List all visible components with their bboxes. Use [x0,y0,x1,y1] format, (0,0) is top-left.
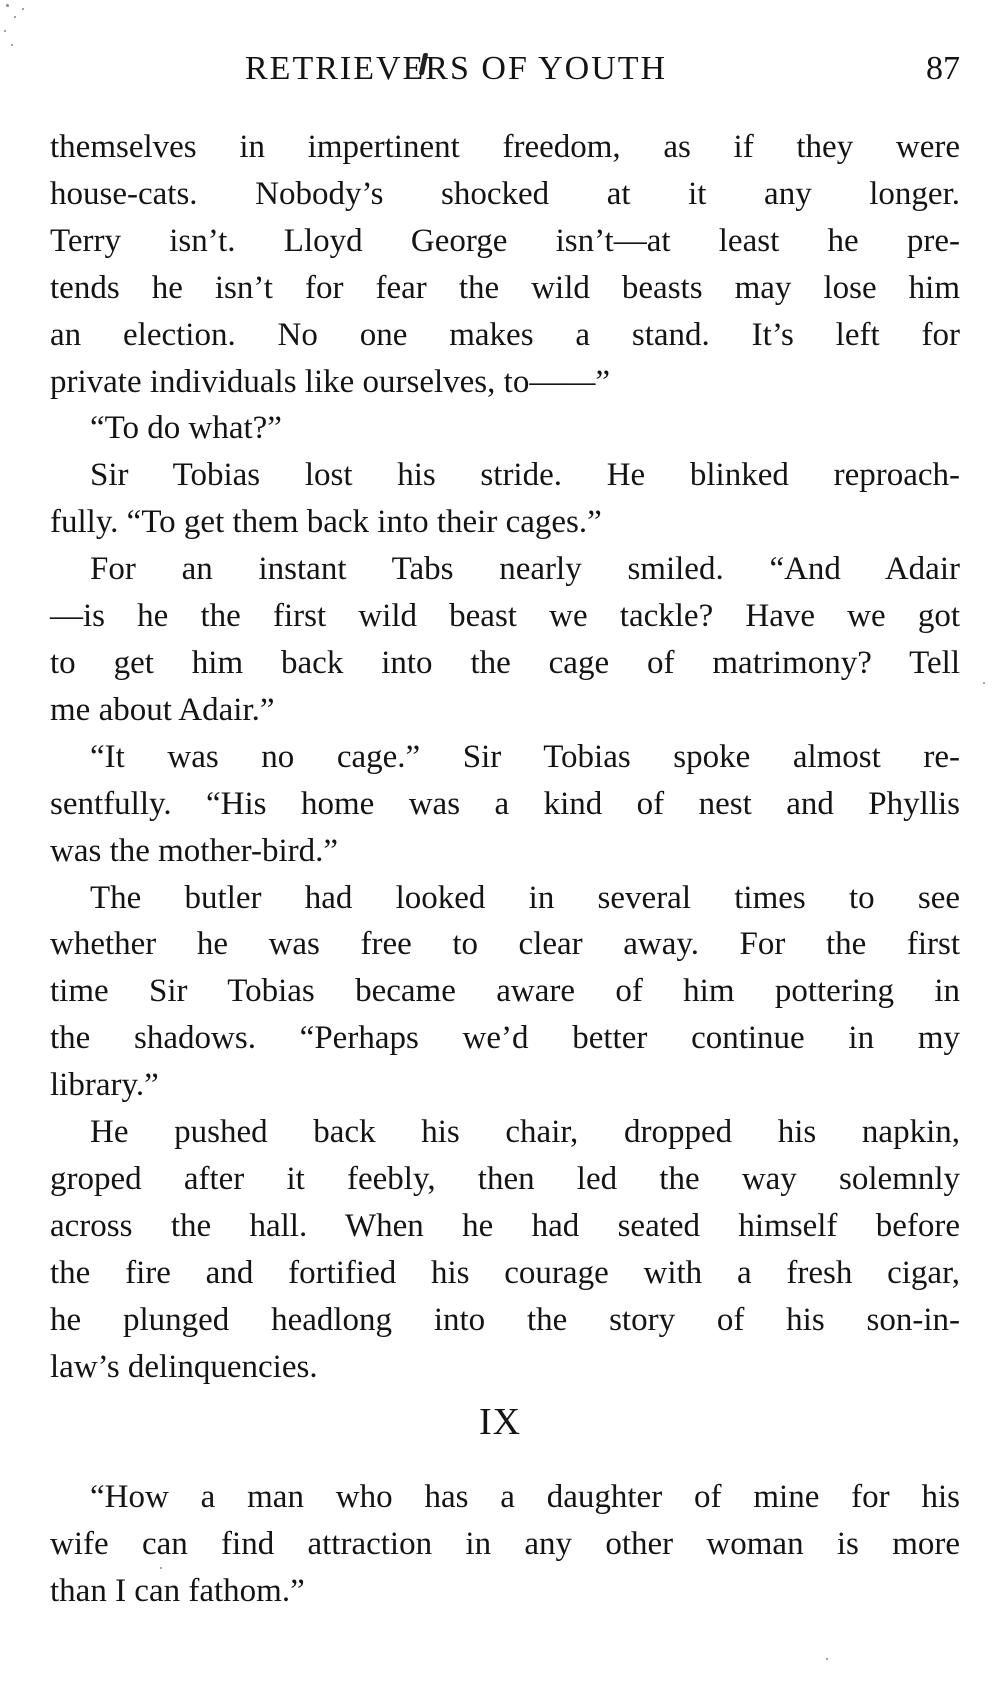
paper-speck [22,8,24,10]
paragraph-5 [50,734,960,875]
chapter-paragraph [50,1474,960,1615]
chapter-heading: IX [478,1401,522,1443]
text-line: private individuals like ourselves, to——” [50,363,610,400]
paper-speck [6,4,9,7]
text-line: The butler had looked in several times to see [90,879,960,916]
text-line: sentfully. “His home was a kind of nest and Phyllis [50,785,960,822]
text-line: was the mother-bird.” [50,832,338,869]
text-line: to get him back into the cage of matrimony? Tell [50,644,960,681]
text-line: library.” [50,1067,159,1104]
text-line: law’s delinquencies. [50,1348,318,1385]
paragraph-1 [50,124,960,405]
page-header [50,50,960,100]
text-line: across the hall. When he had seated himself before [50,1207,960,1244]
text-line: he plunged headlong into the story of his son-in- [50,1301,960,1338]
text-line: He pushed back his chair, dropped his napkin, [90,1114,960,1151]
text-line: For an instant Tabs nearly smiled. “And Adair [90,551,960,588]
text-line: the fire and fortified his courage with a fresh cigar, [50,1254,960,1291]
text-line: Sir Tobias lost his stride. He blinked reproach- [90,457,960,494]
text-line: “It was no cage.” Sir Tobias spoke almost re- [90,738,960,775]
text-line: “To do what?” [90,410,282,447]
body-text [50,124,960,1390]
text-line: me about Adair.” [50,691,275,728]
paragraph-6 [50,875,960,1110]
text-line: the shadows. “Perhaps we’d better continue in my [50,1020,960,1057]
paper-speck [983,682,985,684]
text-line: tends he isn’t for fear the wild beasts may lose him [50,269,960,306]
text-line: than I can fathom.” [50,1572,305,1609]
paper-speck [826,1658,828,1660]
text-line: groped after it feebly, then led the way solemnly [50,1160,960,1197]
paragraph-2 [50,405,960,452]
page-number: 87 [926,50,960,87]
text-line: an election. No one makes a stand. It’s left for [50,316,960,353]
paragraph-4 [50,546,960,734]
text-line: house-cats. Nobody’s shocked at it any longer. [50,175,960,212]
text-line: whether he was free to clear away. For the first [50,926,960,963]
text-line: wife can find attraction in any other woman is more [50,1525,960,1562]
text-line: time Sir Tobias became aware of him pottering in [50,973,960,1010]
running-title: RETRIEVERS OF YOUTH [245,50,668,87]
text-line: Terry isn’t. Lloyd George isn’t—at least he pre- [50,222,960,259]
paper-speck [4,30,6,32]
text-line: themselves in impertinent freedom, as if they were [50,129,960,165]
paper-speck [14,16,16,18]
paper-speck [160,1567,162,1569]
paper-speck [11,44,13,46]
text-line: “How a man who has a daughter of mine for his [90,1479,960,1515]
text-line: —is he the first wild beast we tackle? Have we got [50,598,960,635]
chapter-opening [50,1474,960,1615]
paragraph-7 [50,1109,960,1390]
paragraph-3 [50,452,960,546]
text-line: fully. “To get them back into their cages.” [50,504,602,541]
